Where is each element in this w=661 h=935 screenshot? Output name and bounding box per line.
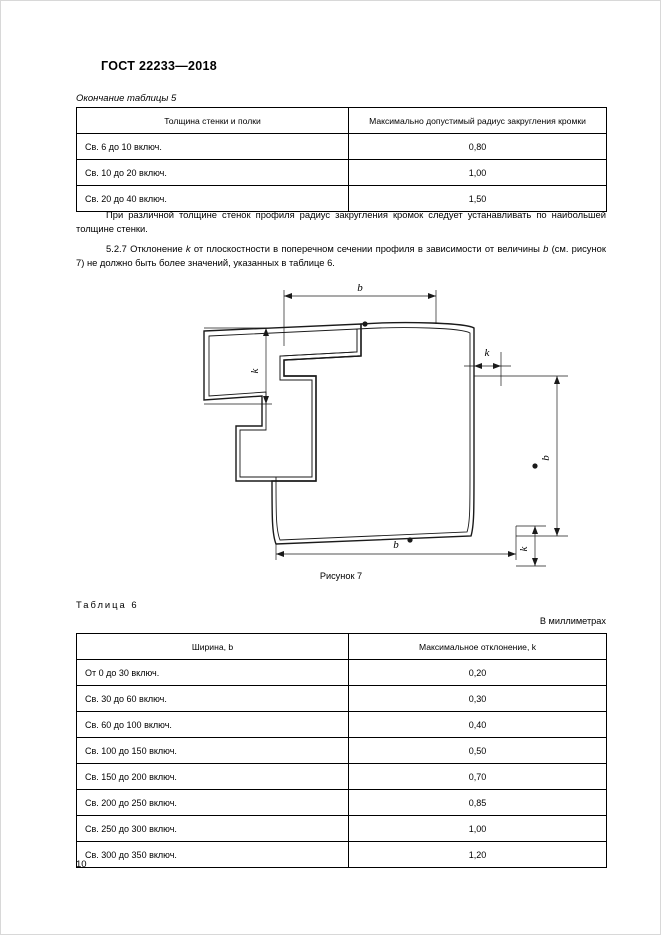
arrow-k-left-down <box>263 396 269 404</box>
label-k-mid: k <box>484 347 490 359</box>
table5-continuation-caption: Окончание таблицы 5 <box>76 93 177 104</box>
arrow-bottom-left <box>276 551 284 557</box>
arrow-b-right-up <box>554 376 560 384</box>
profile-right-shape <box>272 323 474 544</box>
arrow-top-left <box>284 293 292 299</box>
table6-row1-value: 0,30 <box>349 686 607 712</box>
table5-row2-label: Св. 20 до 40 включ. <box>77 186 349 212</box>
table-row <box>77 790 607 816</box>
arrow-k-right-down <box>532 558 538 566</box>
table6-row6-label: Св. 250 до 300 включ. <box>77 816 349 842</box>
label-b-bottom: b <box>393 539 399 551</box>
table6-row6-value: 1,00 <box>349 816 607 842</box>
table-row <box>77 160 607 186</box>
figure-7-drawing <box>76 276 606 576</box>
standard-number-heading: ГОСТ 22233—2018 <box>101 59 218 73</box>
table5-header-thickness: Толщина стенки и полки <box>77 108 349 134</box>
table-row <box>77 686 607 712</box>
node-dot-right <box>532 463 537 468</box>
table-row <box>77 816 607 842</box>
table-row <box>77 712 607 738</box>
label-k-right: k <box>518 546 530 552</box>
clause-527-pre: 5.2.7 Отклонение <box>106 243 186 254</box>
clause-527-post: (см. рисунок 7) не должно быть более значений, указанных в таблице 6. <box>76 243 606 268</box>
profile-left-inner <box>209 329 357 477</box>
table6-row5-label: Св. 200 до 250 включ. <box>77 790 349 816</box>
units-note: В миллиметрах <box>539 616 606 626</box>
table5-row0-value: 0,80 <box>349 134 607 160</box>
table6-row3-value: 0,50 <box>349 738 607 764</box>
table6-row4-value: 0,70 <box>349 764 607 790</box>
table-header-row <box>77 634 607 660</box>
table6-row4-label: Св. 150 до 200 включ. <box>77 764 349 790</box>
table5-row2-value: 1,50 <box>349 186 607 212</box>
profile-cross-section-svg <box>76 276 606 576</box>
table-row <box>77 660 607 686</box>
profile-left-shape <box>204 324 361 481</box>
figure-7-caption: Рисунок 7 <box>319 571 363 581</box>
table-header-row <box>77 108 607 134</box>
table6-row2-label: Св. 60 до 100 включ. <box>77 712 349 738</box>
arrow-k-mid-right <box>493 363 501 369</box>
arrow-k-mid-left <box>474 363 482 369</box>
clause-527-mid: от плоскостности в поперечном сечении профиля в зависимости от величины <box>190 243 544 254</box>
paragraph-thickness-note <box>76 208 606 236</box>
table6-row7-value: 1,20 <box>349 842 607 868</box>
clause-527-symbol-b: b <box>543 243 549 254</box>
node-dot-bottom <box>407 537 412 542</box>
table6-header-width: Ширина, b <box>77 634 349 660</box>
table-row <box>77 764 607 790</box>
table-row <box>77 738 607 764</box>
paragraph-clause-527 <box>76 242 606 270</box>
arrow-k-right-up <box>532 526 538 534</box>
table5-header-radius: Максимально допустимый радиус закругления кромки <box>349 108 607 134</box>
node-dot-top <box>362 321 367 326</box>
table6-row3-label: Св. 100 до 150 включ. <box>77 738 349 764</box>
table-5 <box>76 107 607 212</box>
table-row <box>77 842 607 868</box>
table5-row1-value: 1,00 <box>349 160 607 186</box>
arrow-bottom-right <box>508 551 516 557</box>
table6-label: Таблица 6 <box>76 599 139 610</box>
arrow-k-left-up <box>263 328 269 336</box>
arrow-top-right <box>428 293 436 299</box>
table5-row1-label: Св. 10 до 20 включ. <box>77 160 349 186</box>
page-number: 10 <box>76 859 87 870</box>
table6-row0-label: От 0 до 30 включ. <box>77 660 349 686</box>
table6-row5-value: 0,85 <box>349 790 607 816</box>
table6-row0-value: 0,20 <box>349 660 607 686</box>
table6-row1-label: Св. 30 до 60 включ. <box>77 686 349 712</box>
arrow-b-right-down <box>554 528 560 536</box>
label-b-top: b <box>357 282 363 294</box>
clause-527-symbol-k: k <box>185 243 191 254</box>
paragraph1-text: При различной толщине стенок профиля радиус закругления кромок следует устанавливать по наибольшей толщине стенки. <box>76 209 606 234</box>
table-6 <box>76 633 607 868</box>
table6-row2-value: 0,40 <box>349 712 607 738</box>
table-row <box>77 134 607 160</box>
label-k-left: k <box>249 368 261 374</box>
table6-header-deviation: Максимальное отклонение, k <box>349 634 607 660</box>
table6-row7-label: Св. 300 до 350 включ. <box>77 842 349 868</box>
label-b-right: b <box>540 455 552 461</box>
table5-row0-label: Св. 6 до 10 включ. <box>77 134 349 160</box>
